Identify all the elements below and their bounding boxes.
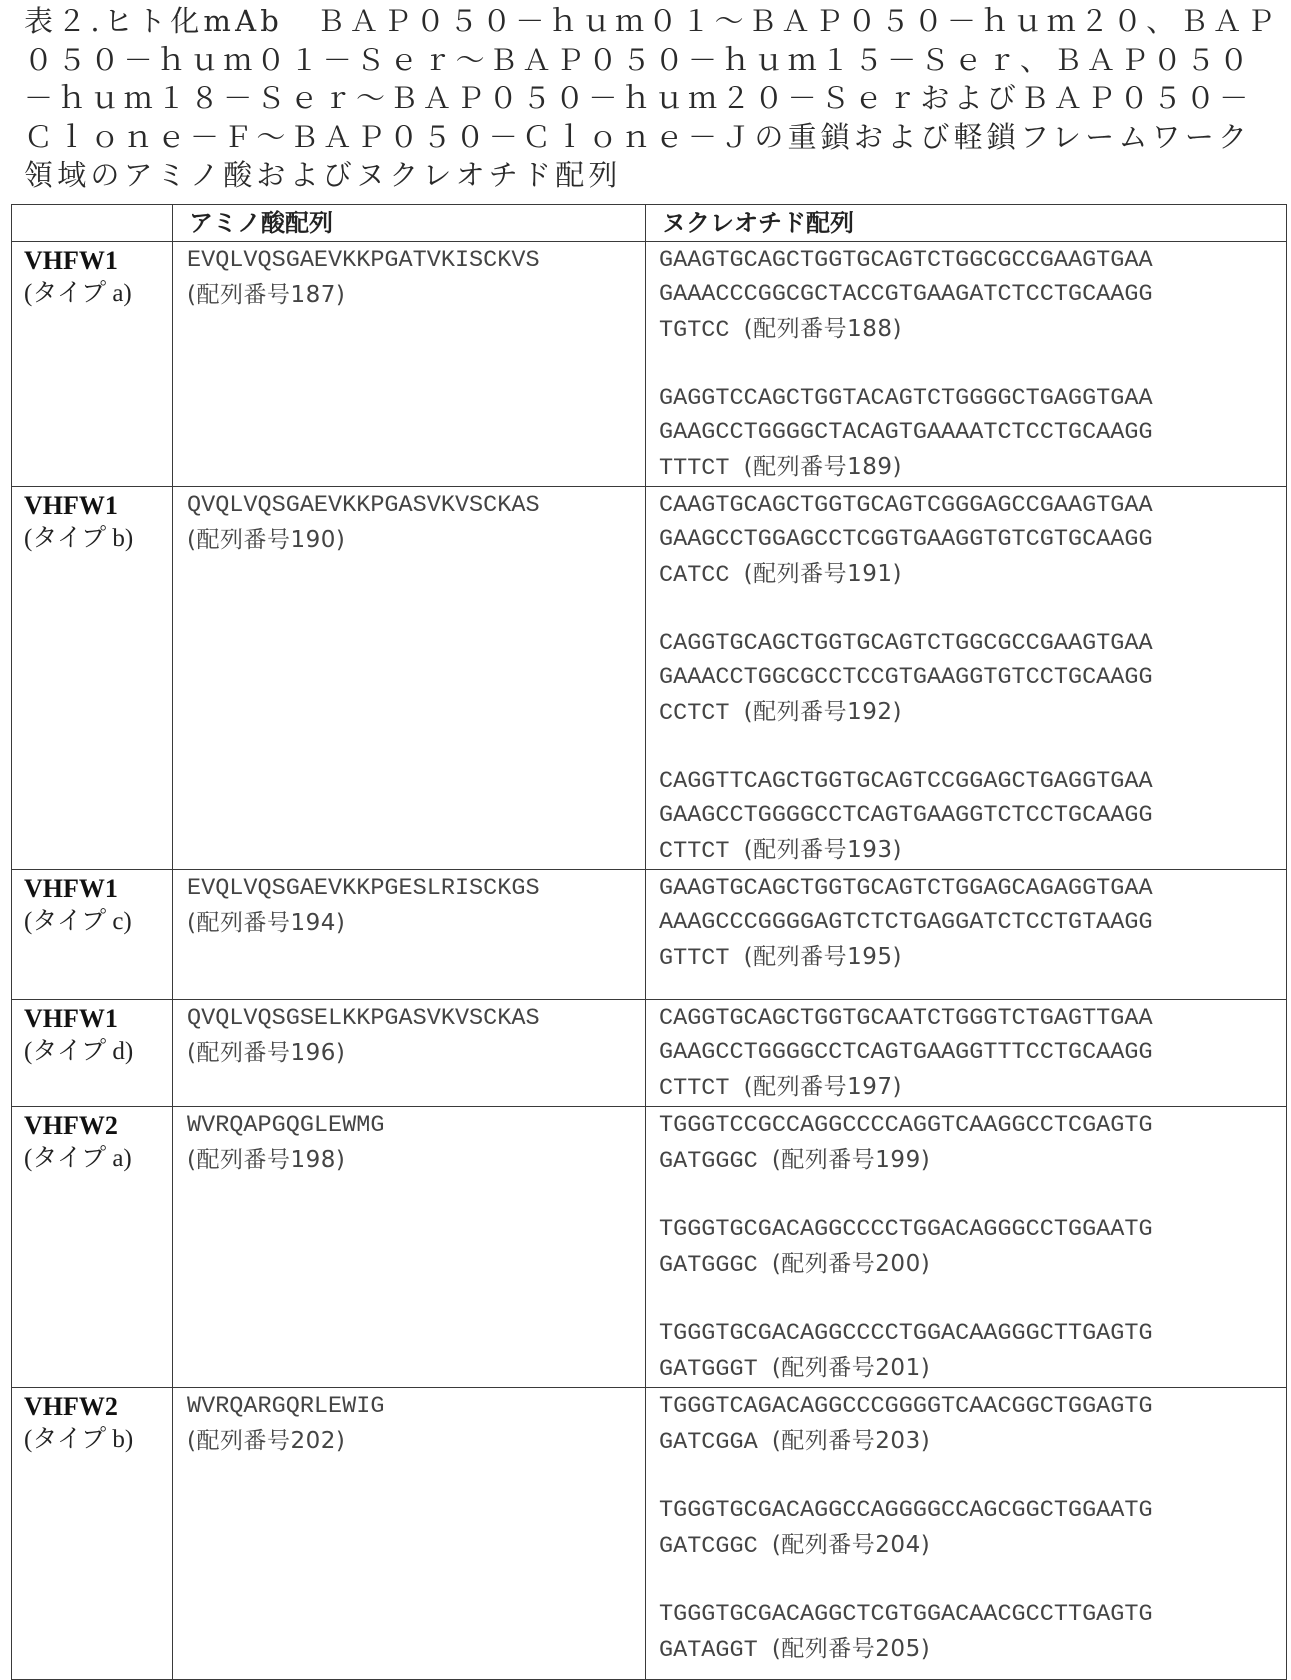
region-type: (タイプ b) bbox=[24, 525, 134, 552]
header-nucleotide: ヌクレオチド配列 bbox=[646, 205, 1287, 242]
sequence-id: (配列番号199) bbox=[771, 1147, 931, 1173]
nucleotide-line: GAGGTCCAGCTGGTACAGTCTGGGGCTGAGGTGAA bbox=[659, 385, 1153, 412]
nucleotide-cell bbox=[646, 1000, 1287, 1107]
sequence-id: (配列番号193) bbox=[743, 837, 902, 863]
region-label-cell bbox=[12, 487, 173, 870]
nucleotide-cell bbox=[646, 242, 1287, 487]
region-type: (タイプ b) bbox=[24, 1426, 134, 1453]
table-row bbox=[12, 870, 1287, 1000]
nucleotide-sequence-block bbox=[659, 872, 1286, 976]
region-name: VHFW2 bbox=[24, 1111, 118, 1140]
region-name: VHFW1 bbox=[24, 491, 118, 520]
nucleotide-line: CCTCT (配列番号192) bbox=[659, 699, 902, 727]
nucleotide-sequence-block bbox=[659, 1494, 1286, 1564]
nucleotide-line: TGGGTCAGACAGGCCCGGGGTCAACGGCTGGAGTG bbox=[659, 1393, 1153, 1420]
sequence-id: (配列番号204) bbox=[771, 1532, 931, 1558]
table-row bbox=[12, 1388, 1287, 1680]
table-caption: 表２.ヒト化mAb ＢＡＰ０５０－ｈｕｍ０１～ＢＡＰ０５０－ｈｕｍ２０、ＢＡＰ０５０－ｈｕｍ０１－Ｓｅｒ～ＢＡＰ０５０－ｈｕｍ１５－Ｓｅｒ、ＢＡＰ０５０－ｈｕｍ１８－Ｓｅｒ～ＢＡＰ０５０－ｈｕｍ２０－ＳｅｒおよびＢＡＰ０５０－Ｃｌｏｎｅ－Ｆ～ＢＡＰ０５０－Ｃｌｏｎｅ－Ｊの重鎖および軽鎖フレームワーク領域のアミノ酸およびヌクレオチド配列 bbox=[24, 4, 1280, 192]
nucleotide-cell bbox=[646, 870, 1287, 1000]
region-type: (タイプ a) bbox=[24, 280, 132, 307]
nucleotide-line: CAAGTGCAGCTGGTGCAGTCGGGAGCCGAAGTGAA bbox=[659, 492, 1153, 519]
sequence-id: (配列番号189) bbox=[743, 454, 902, 480]
region-name: VHFW1 bbox=[24, 246, 118, 275]
region-type: (タイプ a) bbox=[24, 1145, 132, 1172]
sequence-id: (配列番号205) bbox=[771, 1636, 931, 1662]
nucleotide-line: GAAGTGCAGCTGGTGCAGTCTGGAGCAGAGGTGAA bbox=[659, 875, 1153, 902]
amino-acid-cell bbox=[173, 1000, 646, 1107]
sequence-id: (配列番号201) bbox=[771, 1355, 931, 1381]
nucleotide-line: GAAGCCTGGAGCCTCGGTGAAGGTGTCGTGCAAGG bbox=[659, 526, 1153, 553]
nucleotide-cell bbox=[646, 487, 1287, 870]
nucleotide-line: GAAGCCTGGGGCTACAGTGAAAATCTCCTGCAAGG bbox=[659, 419, 1153, 446]
nucleotide-cell bbox=[646, 1107, 1287, 1388]
region-label-cell bbox=[12, 1388, 173, 1680]
sequence-id: (配列番号203) bbox=[771, 1428, 931, 1454]
nucleotide-sequence-block bbox=[659, 244, 1286, 348]
header-amino-acid: アミノ酸配列 bbox=[173, 205, 646, 242]
nucleotide-line: CATCC (配列番号191) bbox=[659, 561, 902, 589]
region-label-cell bbox=[12, 242, 173, 487]
nucleotide-line: TTTCT (配列番号189) bbox=[659, 454, 902, 482]
nucleotide-line: CTTCT (配列番号193) bbox=[659, 837, 902, 865]
nucleotide-sequence-block bbox=[659, 1002, 1286, 1106]
amino-acid-sequence: WVRQARGQRLEWIG bbox=[187, 1393, 385, 1420]
nucleotide-line: CAGGTGCAGCTGGTGCAGTCTGGCGCCGAAGTGAA bbox=[659, 630, 1153, 657]
region-type: (タイプ d) bbox=[24, 1038, 134, 1065]
header-region bbox=[12, 205, 173, 242]
nucleotide-line: TGGGTCCGCCAGGCCCCAGGTCAAGGCCTCGAGTG bbox=[659, 1112, 1153, 1139]
region-label-cell bbox=[12, 870, 173, 1000]
sequence-id: (配列番号196) bbox=[187, 1040, 346, 1066]
amino-acid-sequence: EVQLVQSGAEVKKPGESLRISCKGS bbox=[187, 875, 540, 902]
amino-acid-cell bbox=[173, 1107, 646, 1388]
region-name: VHFW1 bbox=[24, 1004, 118, 1033]
nucleotide-line: AAAGCCCGGGGAGTCTCTGAGGATCTCCTGTAAGG bbox=[659, 909, 1153, 936]
nucleotide-sequence-block bbox=[659, 1109, 1286, 1179]
nucleotide-line: GATCGGA (配列番号203) bbox=[659, 1428, 931, 1456]
nucleotide-line: GATAGGT (配列番号205) bbox=[659, 1636, 931, 1664]
amino-acid-sequence: QVQLVQSGSELKKPGASVKVSCKAS bbox=[187, 1005, 540, 1032]
nucleotide-line: GAAGCCTGGGGCCTCAGTGAAGGTCTCCTGCAAGG bbox=[659, 802, 1153, 829]
sequence-id: (配列番号192) bbox=[743, 699, 902, 725]
sequence-id: (配列番号202) bbox=[187, 1428, 346, 1454]
amino-acid-sequence: EVQLVQSGAEVKKPGATVKISCKVS bbox=[187, 247, 540, 274]
nucleotide-line: CTTCT (配列番号197) bbox=[659, 1074, 902, 1102]
region-name: VHFW2 bbox=[24, 1392, 118, 1421]
nucleotide-line: TGGGTGCGACAGGCCCCTGGACAAGGGCTTGAGTG bbox=[659, 1320, 1153, 1347]
nucleotide-line: GATGGGT (配列番号201) bbox=[659, 1355, 931, 1383]
sequence-id: (配列番号187) bbox=[187, 282, 346, 308]
header-row bbox=[12, 205, 1287, 242]
amino-acid-cell bbox=[173, 870, 646, 1000]
nucleotide-sequence-block bbox=[659, 627, 1286, 731]
table-row bbox=[12, 242, 1287, 487]
nucleotide-line: GATGGGC (配列番号199) bbox=[659, 1147, 931, 1175]
nucleotide-sequence-block bbox=[659, 489, 1286, 593]
table-row bbox=[12, 487, 1287, 870]
region-type: (タイプ c) bbox=[24, 908, 132, 935]
amino-acid-sequence: QVQLVQSGAEVKKPGASVKVSCKAS bbox=[187, 492, 540, 519]
sequence-id: (配列番号191) bbox=[743, 561, 902, 587]
sequence-id: (配列番号195) bbox=[743, 944, 902, 970]
nucleotide-line: GTTCT (配列番号195) bbox=[659, 944, 902, 972]
sequence-id: (配列番号200) bbox=[771, 1251, 931, 1277]
nucleotide-sequence-block bbox=[659, 765, 1286, 869]
nucleotide-sequence-block bbox=[659, 382, 1286, 486]
amino-acid-sequence: WVRQAPGQGLEWMG bbox=[187, 1112, 385, 1139]
sequence-id: (配列番号190) bbox=[187, 527, 346, 553]
nucleotide-line: GATGGGC (配列番号200) bbox=[659, 1251, 931, 1279]
sequence-id: (配列番号194) bbox=[187, 910, 346, 936]
sequence-table bbox=[11, 204, 1287, 1680]
table-row bbox=[12, 1107, 1287, 1388]
nucleotide-line: GAAGCCTGGGGCCTCAGTGAAGGTTTCCTGCAAGG bbox=[659, 1039, 1153, 1066]
nucleotide-line: TGGGTGCGACAGGCTCGTGGACAACGCCTTGAGTG bbox=[659, 1601, 1153, 1628]
sequence-id: (配列番号197) bbox=[743, 1074, 902, 1100]
nucleotide-line: CAGGTGCAGCTGGTGCAATCTGGGTCTGAGTTGAA bbox=[659, 1005, 1153, 1032]
nucleotide-line: GAAACCTGGCGCCTCCGTGAAGGTGTCCTGCAAGG bbox=[659, 664, 1153, 691]
nucleotide-sequence-block bbox=[659, 1390, 1286, 1460]
region-name: VHFW1 bbox=[24, 874, 118, 903]
nucleotide-sequence-block bbox=[659, 1213, 1286, 1283]
nucleotide-line: CAGGTTCAGCTGGTGCAGTCCGGAGCTGAGGTGAA bbox=[659, 768, 1153, 795]
nucleotide-line: GATCGGC (配列番号204) bbox=[659, 1532, 931, 1560]
amino-acid-cell bbox=[173, 1388, 646, 1680]
nucleotide-cell bbox=[646, 1388, 1287, 1680]
nucleotide-line: TGTCC (配列番号188) bbox=[659, 316, 902, 344]
nucleotide-line: TGGGTGCGACAGGCCCCTGGACAGGGCCTGGAATG bbox=[659, 1216, 1153, 1243]
nucleotide-sequence-block bbox=[659, 1317, 1286, 1387]
region-label-cell bbox=[12, 1107, 173, 1388]
table-row bbox=[12, 1000, 1287, 1107]
amino-acid-cell bbox=[173, 242, 646, 487]
region-label-cell bbox=[12, 1000, 173, 1107]
sequence-id: (配列番号188) bbox=[743, 316, 902, 342]
sequence-id: (配列番号198) bbox=[187, 1147, 346, 1173]
nucleotide-line: GAAACCCGGCGCTACCGTGAAGATCTCCTGCAAGG bbox=[659, 281, 1153, 308]
nucleotide-line: GAAGTGCAGCTGGTGCAGTCTGGCGCCGAAGTGAA bbox=[659, 247, 1153, 274]
amino-acid-cell bbox=[173, 487, 646, 870]
nucleotide-line: TGGGTGCGACAGGCCAGGGGCCAGCGGCTGGAATG bbox=[659, 1497, 1153, 1524]
